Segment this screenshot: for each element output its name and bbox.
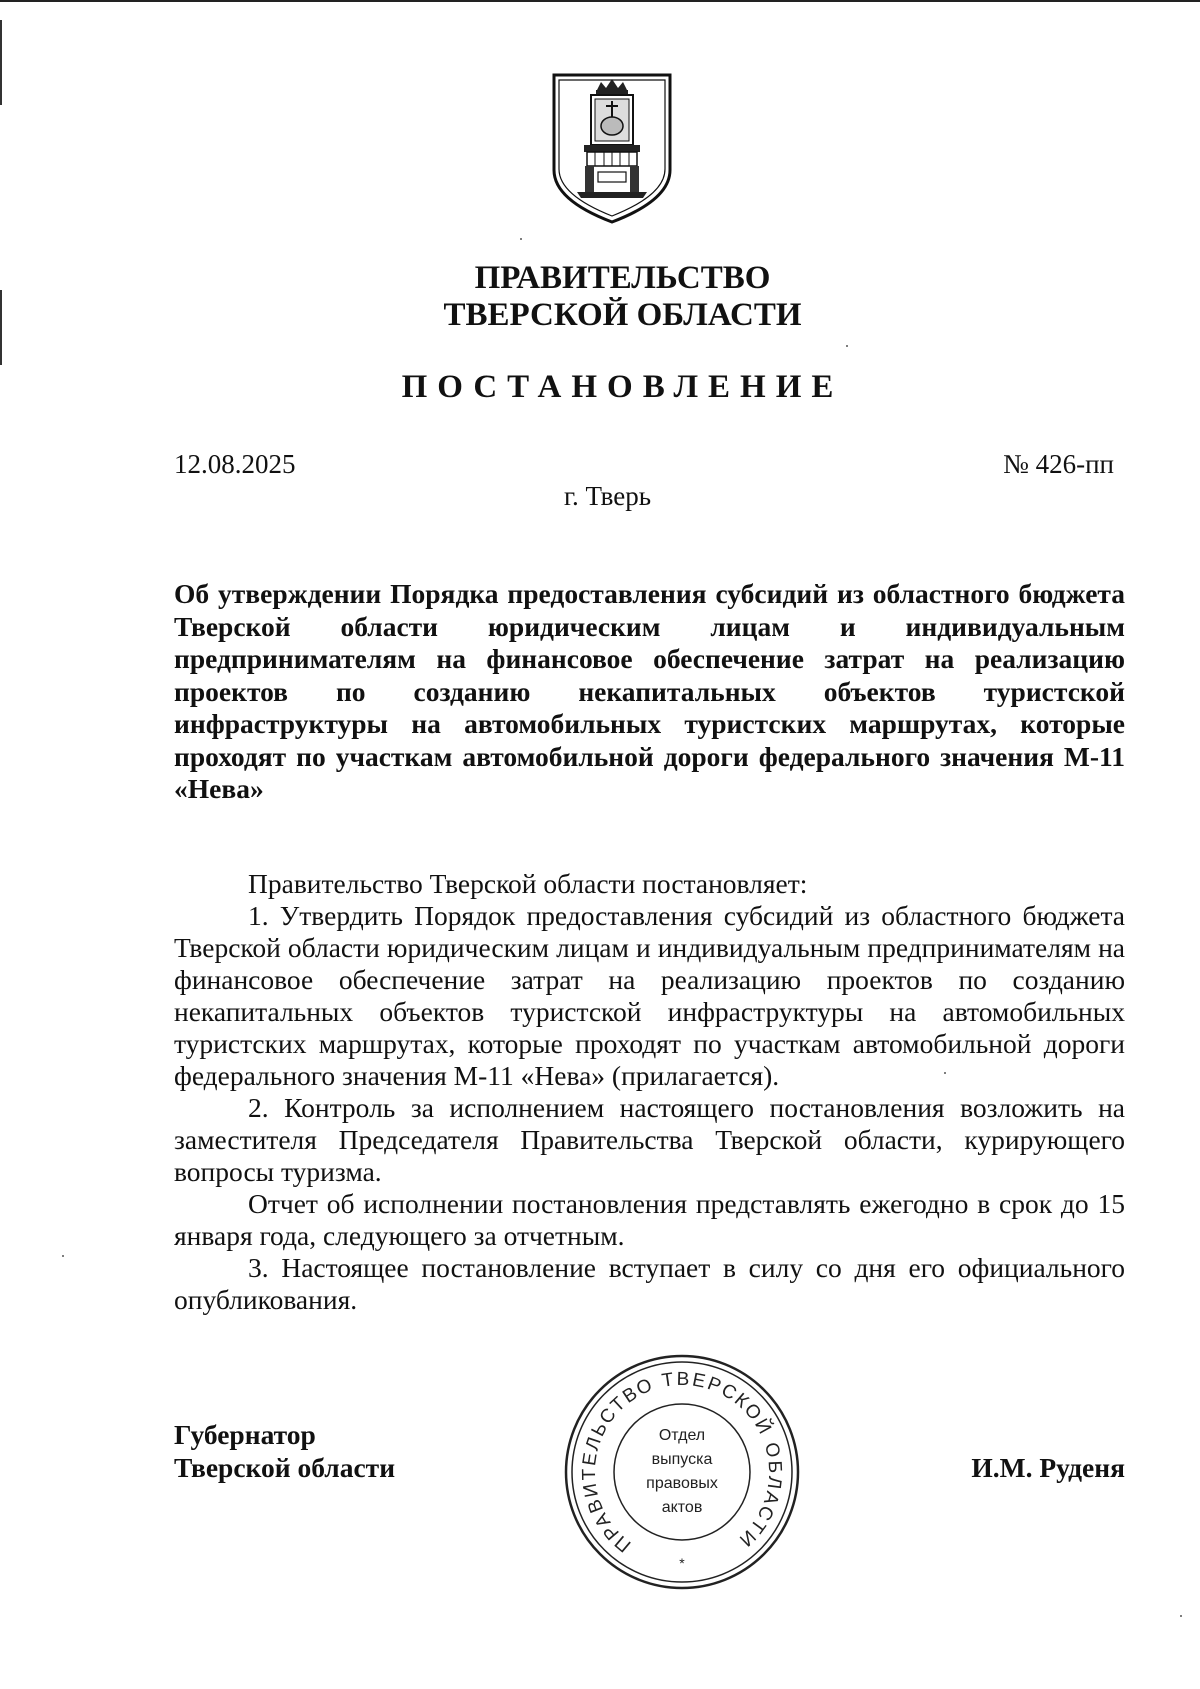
stamp-center-line2: выпуска [651, 1451, 713, 1468]
stamp-center-line4: актов [661, 1499, 703, 1516]
government-title-line2: ТВЕРСКОЙ ОБЛАСТИ [443, 297, 802, 333]
body-paragraph-4: 3. Настоящее постановление вступает в силу со дня его официального опубликования. [174, 1252, 1125, 1315]
scan-speck [520, 238, 522, 240]
signatory-position-line2: Тверской области [174, 1452, 396, 1483]
signatory-name: И.М. Руденя [971, 1452, 1125, 1483]
stamp-outer-ring-inner [572, 1362, 792, 1582]
scan-speck [62, 1255, 64, 1257]
stamp-center-line3: правовых [646, 1475, 718, 1492]
stamp-inner-ring [614, 1404, 750, 1540]
document-number: № 426-пп [1003, 449, 1114, 479]
document-title: Об утверждении Порядка предоставления субсидий из областного бюджета Тверской области юридическим лицам и индивидуальным предпринимателям на финансовое обеспечение затрат на реализацию проектов по созданию некапитальных объектов туристской инфраструктуры на автомобильных туристских маршрутах, которые проходят по участкам автомобильной дороги федерального значения М-11 «Нева» [174, 578, 1125, 804]
stamp-ring-text: ПРАВИТЕЛЬСТВО ТВЕРСКОЙ ОБЛАСТИ [578, 1368, 786, 1556]
stamp-star: * [679, 1555, 685, 1571]
official-stamp [562, 1352, 802, 1592]
signatory-position-line1: Губернатор [174, 1419, 316, 1450]
body-paragraph-3: Отчет об исполнении постановления представлять ежегодно в срок до 15 января года, следующего за отчетным. [174, 1188, 1125, 1251]
document-body [174, 868, 1125, 1316]
signatory-position [174, 1418, 395, 1484]
document-type: ПОСТАНОВЛЕНИЕ [401, 369, 844, 405]
body-paragraph-2: 2. Контроль за исполнением настоящего постановления возложить на заместителя Председателя Правительства Тверской области, курирующего вопросы туризма. [174, 1092, 1125, 1187]
government-title-line1: ПРАВИТЕЛЬСТВО [474, 260, 771, 296]
stamp-center-line1: Отдел [658, 1427, 706, 1444]
document-date: 12.08.2025 [174, 449, 296, 479]
document-city: г. Тверь [563, 481, 652, 511]
body-paragraph-1: 1. Утвердить Порядок предоставления субсидий из областного бюджета Тверской области юридическим лицам и индивидуальным предпринимателям на финансовое обеспечение затрат на реализацию проектов по созданию некапитальных объектов туристской инфраструктуры на автомобильных туристских маршрутах, которые проходят по участкам автомобильной дороги федерального значения М-11 «Нева» (прилагается). [174, 900, 1125, 1091]
body-intro: Правительство Тверской области постановляет: [248, 868, 808, 899]
scan-speck [944, 1072, 946, 1074]
scan-speck [846, 345, 848, 347]
stamp-outer-ring [566, 1356, 798, 1588]
scan-speck [1180, 1615, 1182, 1617]
coat-of-arms-icon [551, 72, 673, 224]
page-top-border [0, 0, 1200, 2]
scan-edge-mark [0, 20, 2, 105]
